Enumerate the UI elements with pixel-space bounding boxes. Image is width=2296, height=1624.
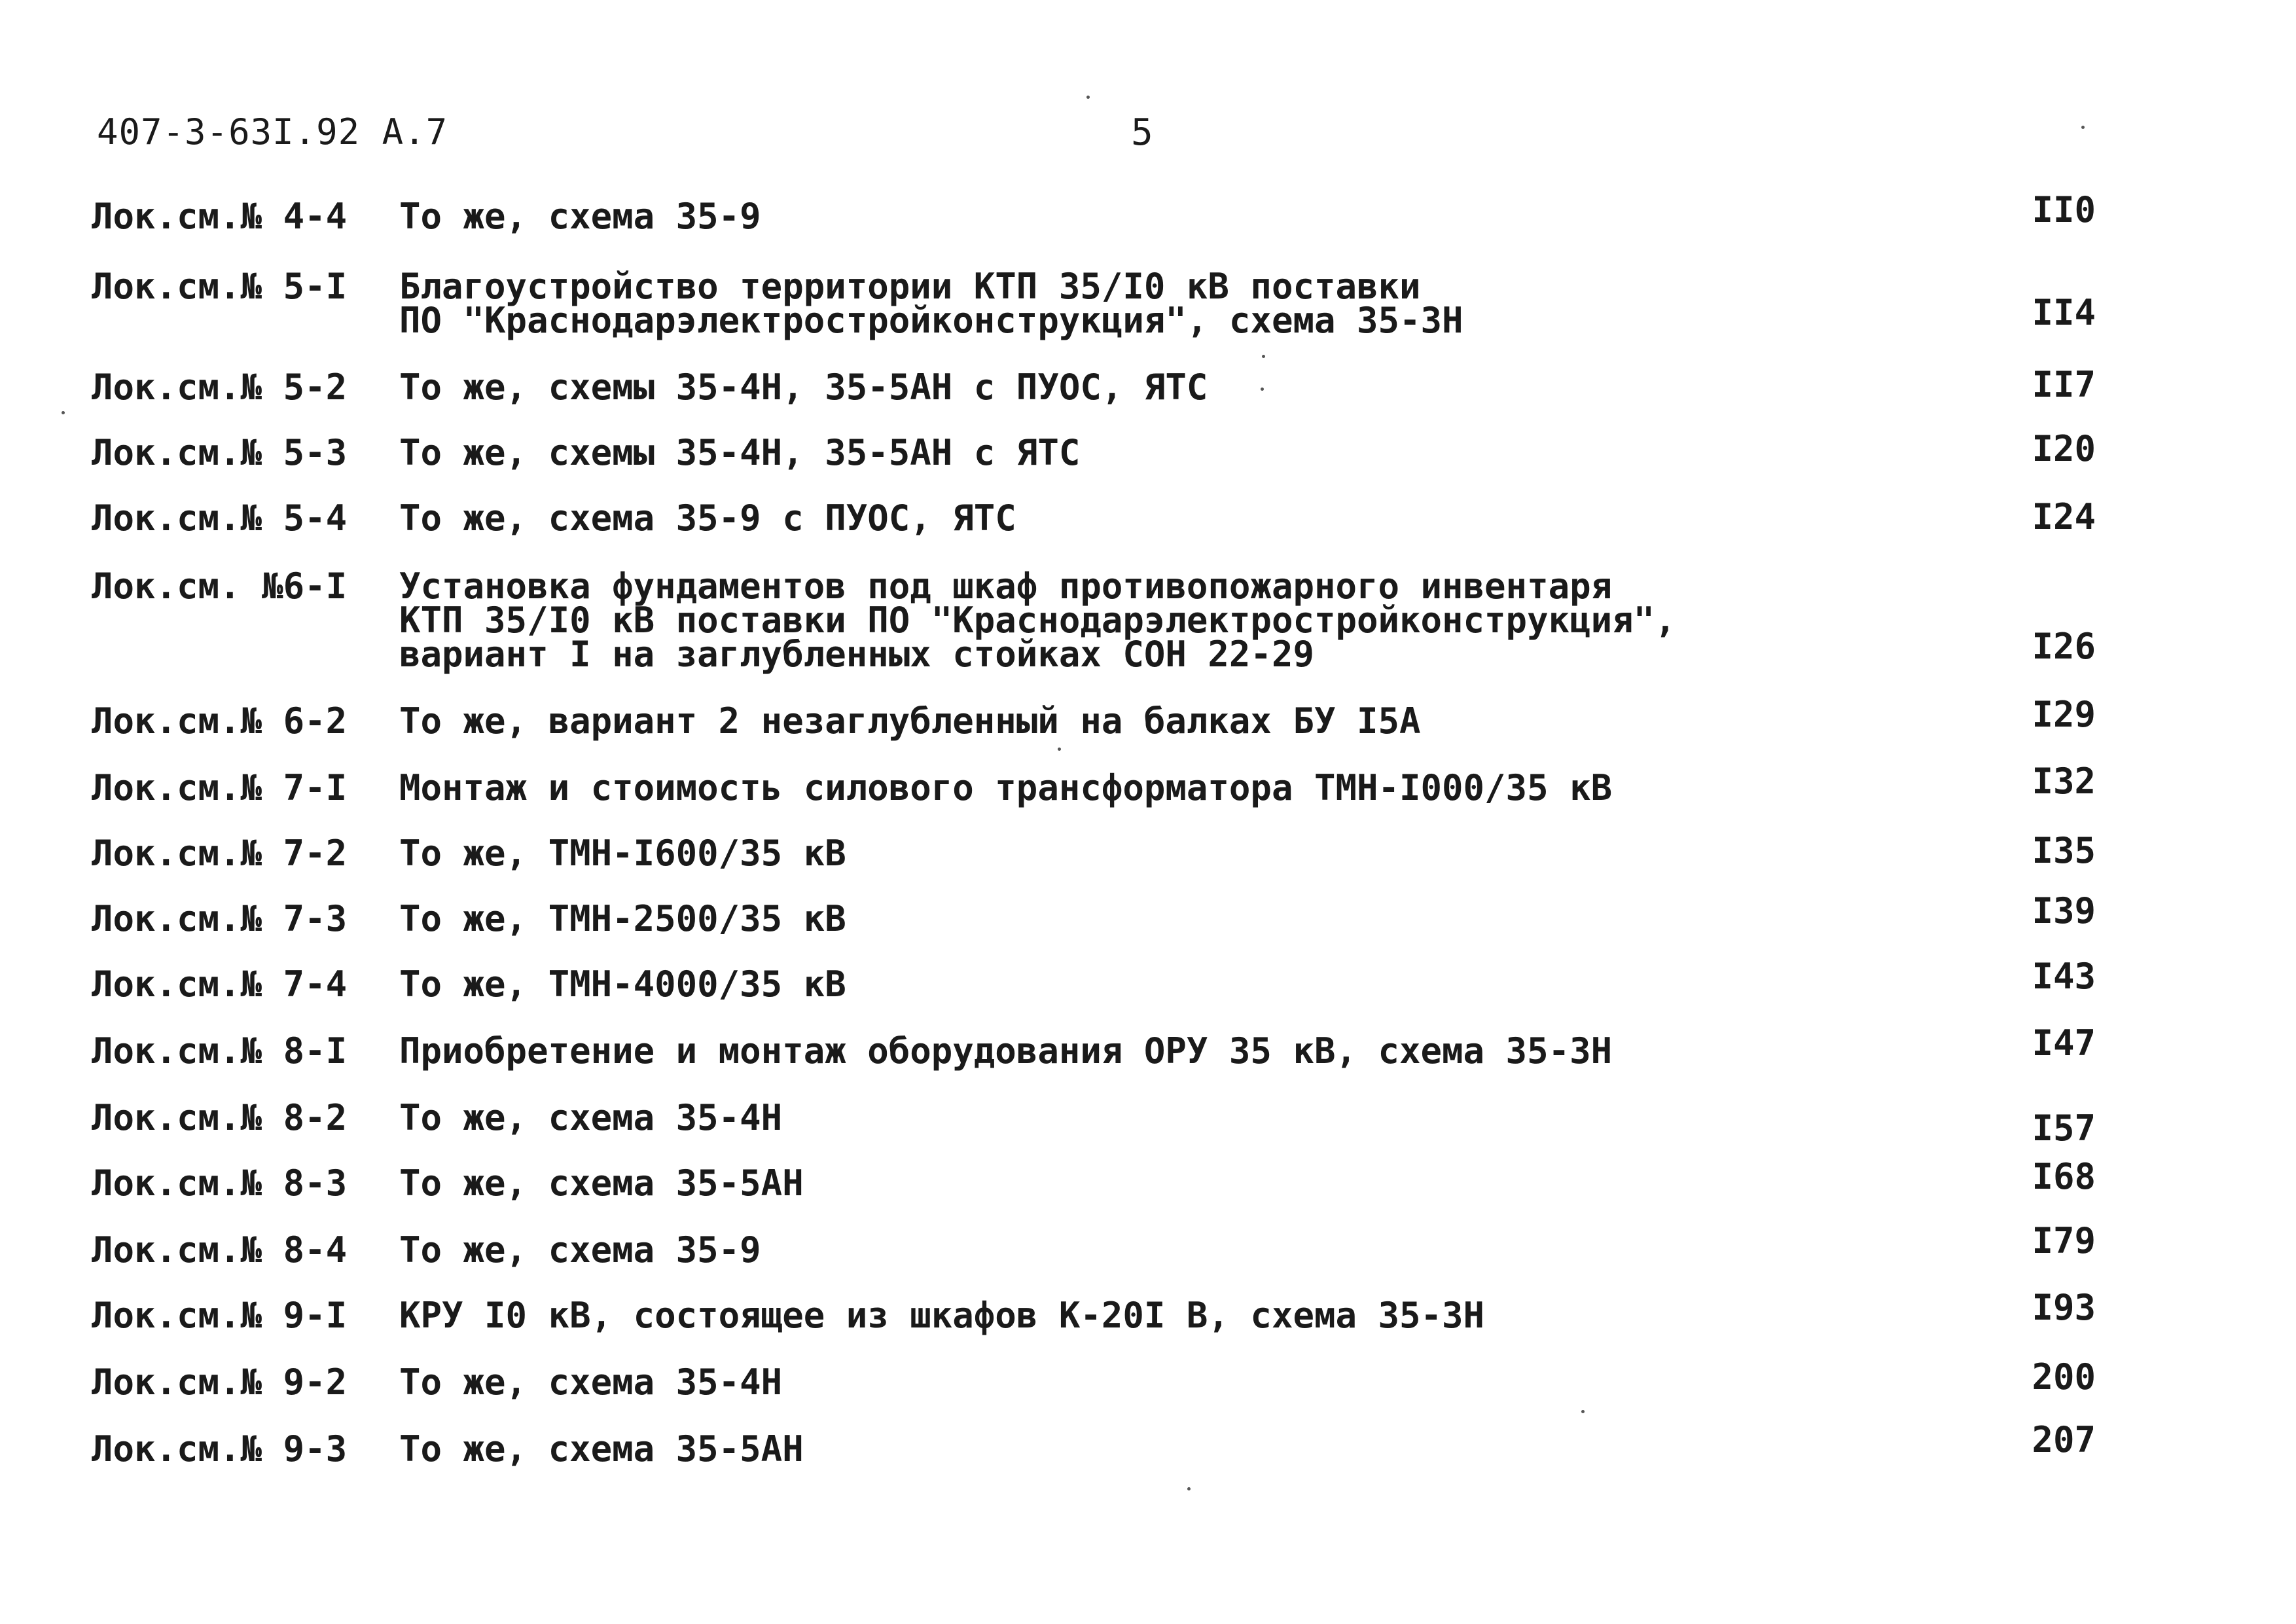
page-reference: II0 bbox=[2032, 189, 2096, 230]
page-reference: II7 bbox=[2032, 364, 2096, 405]
estimate-description: То же, схема 35-4Н bbox=[399, 1097, 783, 1138]
page-reference: I79 bbox=[2032, 1220, 2096, 1261]
page-reference: I57 bbox=[2032, 1108, 2096, 1149]
page-reference: I32 bbox=[2032, 761, 2096, 802]
estimate-description: То же, схема 35-9 bbox=[399, 1229, 761, 1271]
page-reference: 200 bbox=[2032, 1356, 2096, 1398]
document-code: 407-3-63I.92 А.7 bbox=[97, 111, 448, 153]
estimate-description: То же, вариант 2 незаглубленный на балках БУ I5А bbox=[399, 700, 1421, 742]
scan-speck bbox=[1058, 748, 1061, 751]
estimate-description: То же, схема 35-9 с ПУОС, ЯТС bbox=[399, 497, 1016, 539]
estimate-code: Лок.см.№ 7-2 bbox=[92, 833, 348, 874]
page-reference: I68 bbox=[2032, 1156, 2096, 1197]
page-reference: II4 bbox=[2032, 292, 2096, 333]
scan-speck bbox=[1187, 1487, 1191, 1490]
estimate-description: Установка фундаментов под шкаф противопожарного инвентаря КТП 35/I0 кВ поставки ПО "Краснодарэлектростройконструкция", вариант I на заглубленных стойках СОН 22-29 bbox=[399, 566, 1676, 675]
estimate-description: Благоустройство территории КТП 35/I0 кВ поставки ПО "Краснодарэлектростройконструкция", схема 35-3Н bbox=[399, 266, 1463, 341]
estimate-description: То же, схема 35-5АН bbox=[399, 1163, 804, 1204]
estimate-code: Лок.см.№ 5-I bbox=[92, 266, 348, 307]
page-reference: I47 bbox=[2032, 1022, 2096, 1064]
page-reference: I26 bbox=[2032, 626, 2096, 667]
scan-speck bbox=[2081, 126, 2085, 129]
estimate-description: То же, ТМН-I600/35 кВ bbox=[399, 833, 846, 874]
estimate-description: То же, схема 35-9 bbox=[399, 196, 761, 237]
scan-speck bbox=[1086, 96, 1090, 99]
estimate-code: Лок.см.№ 9-3 bbox=[92, 1428, 348, 1470]
estimate-description: КРУ I0 кВ, состоящее из шкафов К-20I В, схема 35-3Н bbox=[399, 1295, 1485, 1336]
page-number: 5 bbox=[1131, 111, 1153, 154]
estimate-code: Лок.см.№ 8-2 bbox=[92, 1097, 348, 1138]
estimate-description: То же, схема 35-4Н bbox=[399, 1362, 783, 1403]
estimate-description: Монтаж и стоимость силового трансформатора ТМН-I000/35 кВ bbox=[399, 767, 1613, 808]
page-reference: I93 bbox=[2032, 1287, 2096, 1328]
scan-speck bbox=[1262, 355, 1265, 358]
estimate-code: Лок.см.№ 7-I bbox=[92, 767, 348, 808]
estimate-code: Лок.см.№ 8-3 bbox=[92, 1163, 348, 1204]
page-reference: I43 bbox=[2032, 956, 2096, 997]
estimate-code: Лок.см.№ 9-2 bbox=[92, 1362, 348, 1403]
estimate-description: То же, схема 35-5АН bbox=[399, 1428, 804, 1470]
estimate-code: Лок.см.№ 4-4 bbox=[92, 196, 348, 237]
estimate-code: Лок.см.№ 8-I bbox=[92, 1030, 348, 1072]
estimate-code: Лок.см.№ 5-4 bbox=[92, 497, 348, 539]
estimate-code: Лок.см.№ 5-2 bbox=[92, 367, 348, 408]
page-reference: I39 bbox=[2032, 890, 2096, 931]
estimate-code: Лок.см.№ 9-I bbox=[92, 1295, 348, 1336]
scan-speck bbox=[62, 411, 65, 414]
estimate-code: Лок.см.№ 5-3 bbox=[92, 432, 348, 473]
scan-speck bbox=[1261, 388, 1264, 391]
estimate-code: Лок.см.№ 6-2 bbox=[92, 700, 348, 742]
page-reference: I29 bbox=[2032, 694, 2096, 735]
estimate-code: Лок.см.№ 8-4 bbox=[92, 1229, 348, 1271]
estimate-description: То же, ТМН-2500/35 кВ bbox=[399, 898, 846, 939]
estimate-description: То же, схемы 35-4Н, 35-5АН с ПУОС, ЯТС bbox=[399, 367, 1208, 408]
estimate-description: То же, ТМН-4000/35 кВ bbox=[399, 964, 846, 1005]
page-reference: I35 bbox=[2032, 830, 2096, 871]
estimate-code: Лок.см. №6-I bbox=[92, 566, 348, 607]
page-reference: I24 bbox=[2032, 496, 2096, 537]
estimate-code: Лок.см.№ 7-4 bbox=[92, 964, 348, 1005]
estimate-code: Лок.см.№ 7-3 bbox=[92, 898, 348, 939]
page-reference: I20 bbox=[2032, 428, 2096, 469]
scan-speck bbox=[1581, 1410, 1585, 1413]
estimate-description: То же, схемы 35-4Н, 35-5АН с ЯТС bbox=[399, 432, 1081, 473]
estimate-description: Приобретение и монтаж оборудования ОРУ 35 кВ, схема 35-3Н bbox=[399, 1030, 1613, 1072]
page-reference: 207 bbox=[2032, 1419, 2096, 1460]
